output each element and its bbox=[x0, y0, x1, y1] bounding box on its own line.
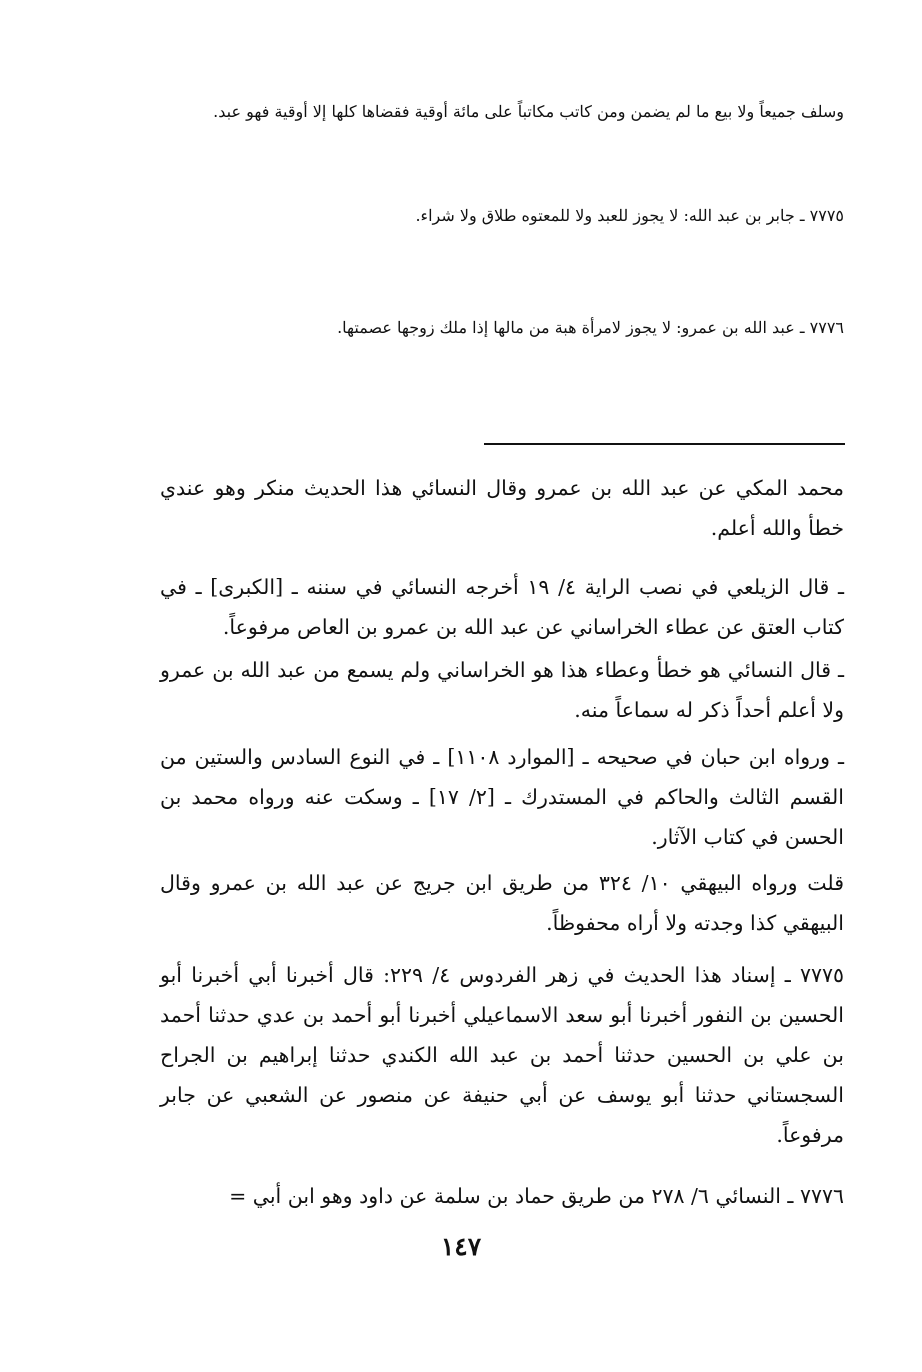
hadith-7776-text: لا يجوز لامرأة هبة من مالها إذا ملك زوجها عصمتها. bbox=[337, 318, 677, 337]
footnote-paragraph: محمد المكي عن عبد الله بن عمرو وقال النسائي هذا الحديث منكر وهو عندي خطأ والله أعلم. bbox=[160, 476, 844, 540]
hadith-7775-heading: ٧٧٧٥ ـ جابر بن عبد الله: bbox=[683, 206, 844, 225]
footnote-paragraph: قلت ورواه البيهقي ١٠/ ٣٢٤ من طريق ابن جريج عن عبد الله بن عمرو وقال البيهقي كذا وجدته ولا أراه محفوظاً. bbox=[160, 871, 844, 935]
footnote-paragraph: ـ قال الزيلعي في نصب الراية ٤/ ١٩ أخرجه النسائي في سننه ـ [الكبرى] ـ في كتاب العتق عن عطاء الخراساني عن عبد الله بن عمرو بن العاص مرفوعاً. bbox=[160, 575, 844, 639]
footnote-paragraph: ٧٧٧٥ ـ إسناد هذا الحديث في زهر الفردوس ٤/ ٢٢٩: قال أخبرنا أبي أخبرنا أبو الحسين بن النفور أخبرنا أبو سعد الاسماعيلي أخبرنا أبو أحمد بن عدي حدثنا أحمد بن علي بن الحسين حدثنا أحمد بن عبد الله الكندي حدثنا إبراهيم بن الجراح السجستاني حدثنا أبو يوسف عن أبي حنيفة عن منصور عن الشعبي عن جابر مرفوعاً. bbox=[160, 963, 844, 1147]
hadith-7776 bbox=[160, 318, 844, 337]
page-number: ١٤٧ bbox=[440, 1232, 482, 1261]
hadith-7775-text: لا يجوز للعبد ولا للمعتوه طلاق ولا شراء. bbox=[415, 206, 684, 225]
footnote-separator bbox=[484, 443, 845, 445]
main-paragraph-text: وسلف جميعاً ولا بيع ما لم يضمن ومن كاتب مكاتباً على مائة أوقية فقضاها كلها إلا أوقية فهو عبد. bbox=[213, 102, 844, 121]
footnote-paragraph: ٧٧٧٦ ـ النسائي ٦/ ٢٧٨ من طريق حماد بن سلمة عن داود وهو ابن أبي = bbox=[229, 1184, 844, 1208]
hadith-7775 bbox=[160, 206, 844, 225]
footnote-paragraph: ـ قال النسائي هو خطأ وعطاء هذا هو الخراساني ولم يسمع من عبد الله بن عمرو ولا أعلم أحداً ذكر له سماعاً منه. bbox=[160, 658, 844, 722]
hadith-7776-heading: ٧٧٧٦ ـ عبد الله بن عمرو: bbox=[676, 318, 844, 337]
main-paragraph-continuation bbox=[160, 102, 844, 121]
footnote-paragraph: ـ ورواه ابن حبان في صحيحه ـ [الموارد ١١٠٨] ـ في النوع السادس والستين من القسم الثالث والحاكم في المستدرك ـ [٢/ ١٧] ـ وسكت عنه ورواه محمد بن الحسن في كتاب الآثار. bbox=[160, 745, 845, 849]
